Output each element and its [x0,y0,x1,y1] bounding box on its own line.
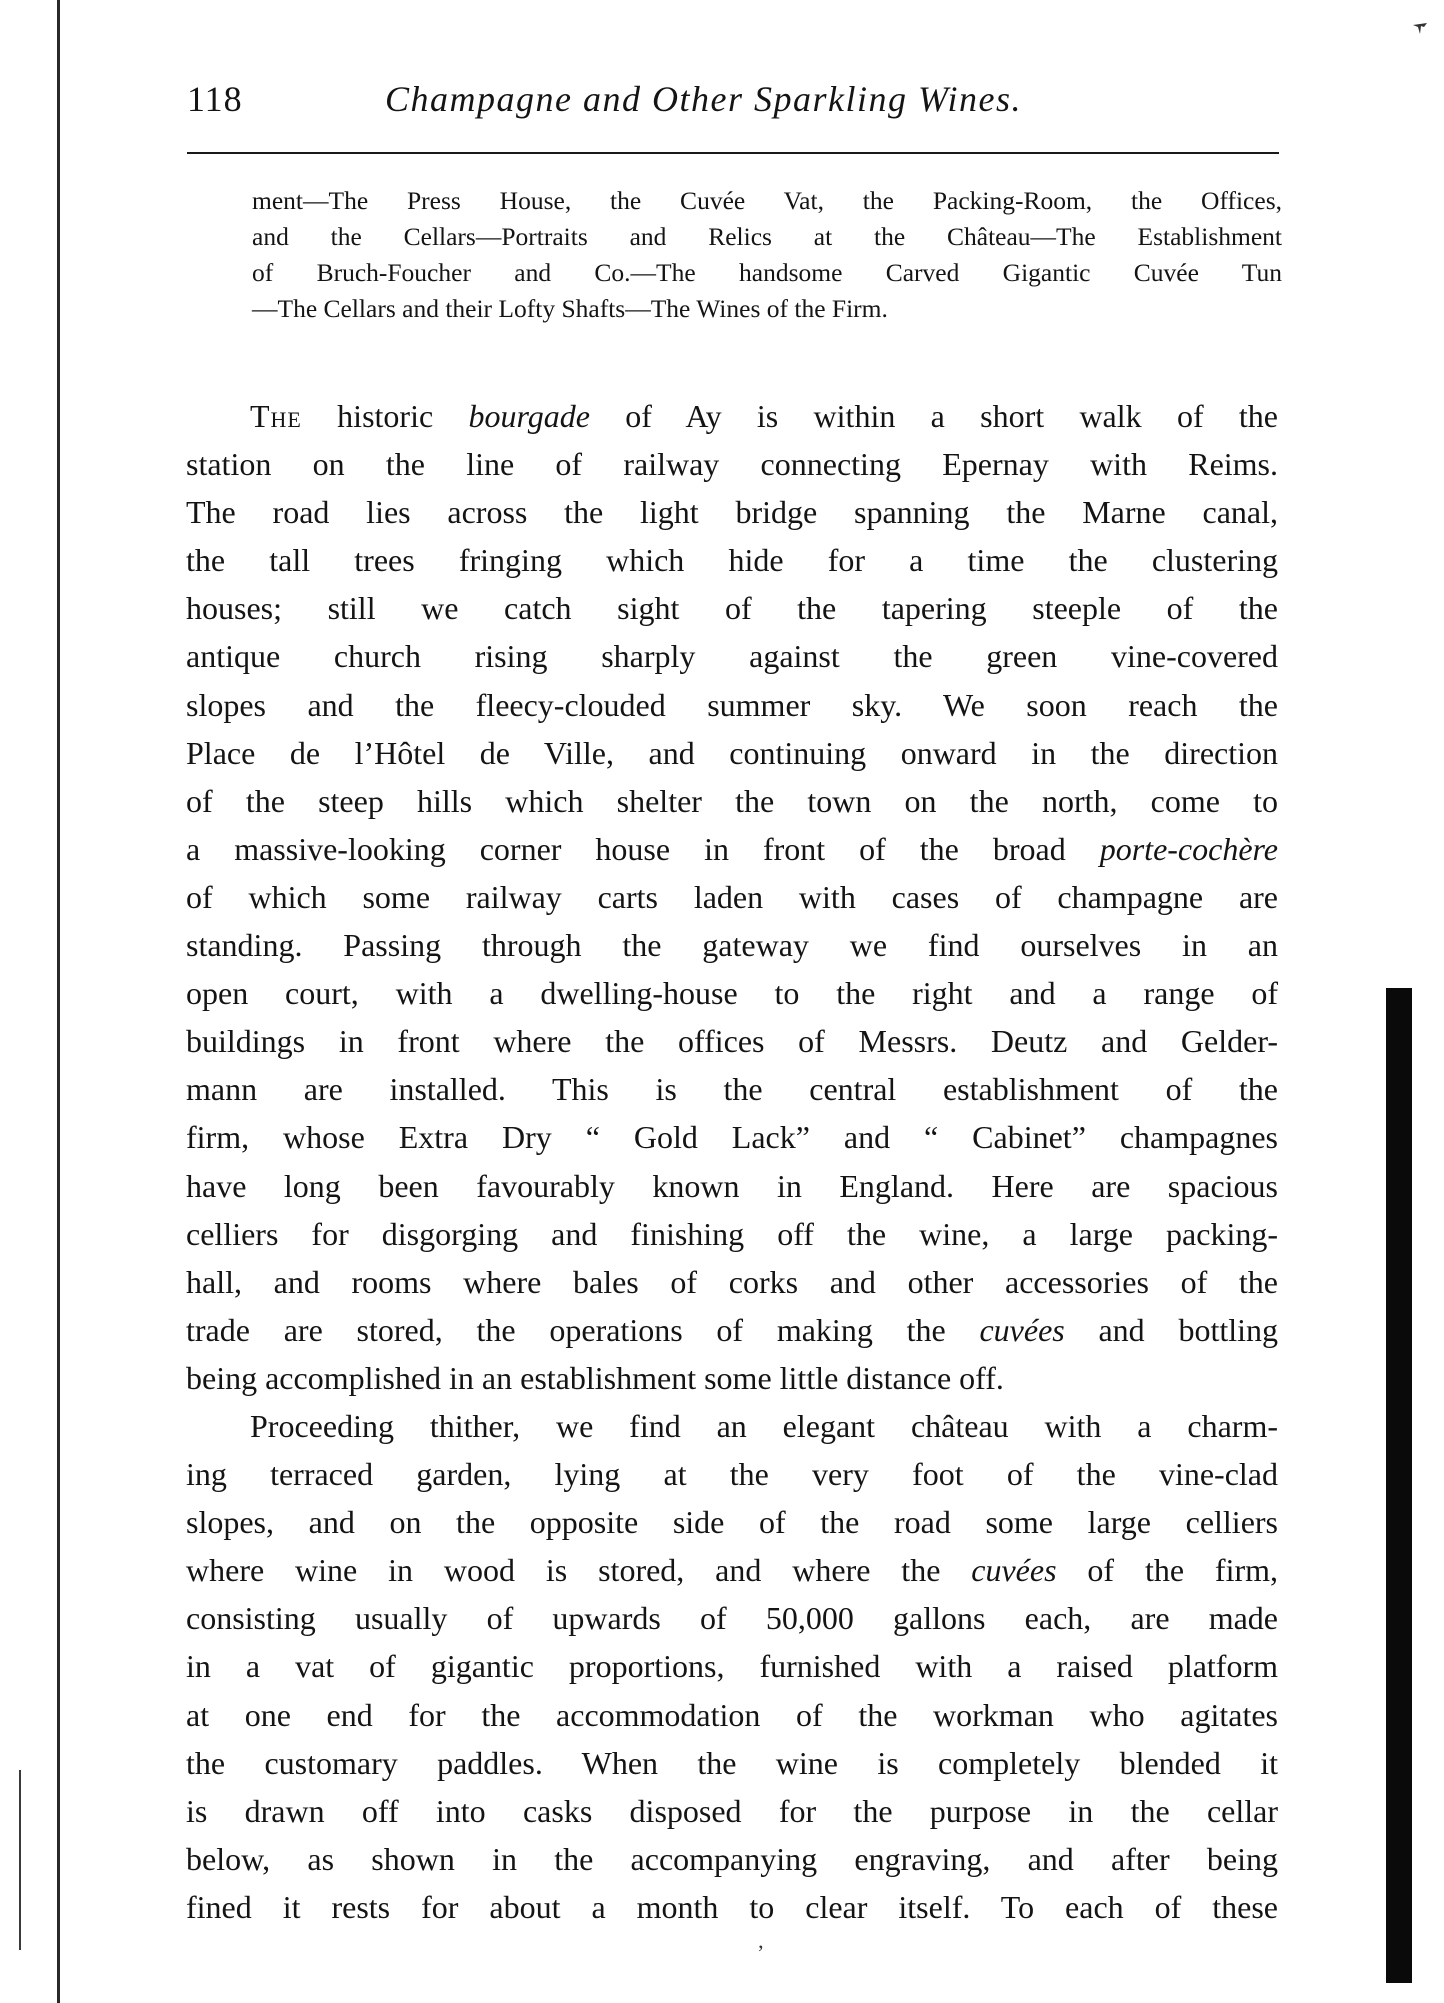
scan-speck-icon [1412,22,1428,36]
text-line: a massive-looking corner house in front of the broad porte-cochère [186,830,1278,867]
page-header [187,78,1279,138]
header-rule [187,152,1279,154]
text-line: Place de l’Hôtel de Ville, and continuing onward in the direction [186,734,1278,771]
paragraph-2 [186,1402,1278,1931]
synopsis-line: and the Cellars—Portraits and Relics at the Château—The Establishment [252,222,1282,251]
text-line: houses; still we catch sight of the tapering steeple of the [186,590,1278,627]
text-line: in a vat of gigantic proportions, furnished with a raised platform [186,1648,1278,1685]
italic-term: cuvées [979,1311,1065,1348]
text-line: Proceeding thither, we find an elegant château with a charm- [250,1407,1278,1444]
chapter-synopsis [252,183,1282,327]
paragraph-1 [186,392,1278,1402]
text-line: trade are stored, the operations of making the cuvées and bottling [186,1311,1279,1348]
text-line: below, as shown in the accompanying engraving, and after being [186,1840,1278,1877]
text-line: the customary paddles. When the wine is completely blended it [186,1744,1278,1781]
text-line: firm, whose Extra Dry “ Gold Lack” and “ Cabinet” champagnes [186,1119,1278,1156]
running-title: Champagne and Other Sparkling Wines. [385,79,1022,119]
text-line: of the steep hills which shelter the town on the north, come to [186,782,1278,819]
scan-edge-line [57,0,60,2003]
text-line: slopes, and on the opposite side of the road some large celliers [186,1504,1278,1541]
opening-small-caps: The [250,398,302,434]
text-line: slopes and the fleecy-clouded summer sky. We soon reach the [186,686,1278,723]
italic-term: bourgade [468,398,590,434]
text-line: consisting usually of upwards of 50,000 gallons each, are made [186,1600,1278,1637]
italic-term: cuvées [971,1552,1057,1589]
text-line: hall, and rooms where bales of corks and other accessories of the [186,1263,1278,1300]
text-line: antique church rising sharply against the green vine-covered [186,638,1278,675]
text-line: have long been favourably known in England. Here are spacious [186,1167,1278,1204]
text-line: the tall trees fringing which hide for a time the clustering [186,542,1278,579]
synopsis-line: —The Cellars and their Lofty Shafts—The Wines of the Firm. [252,294,888,323]
text-line: buildings in front where the offices of Messrs. Deutz and Gelder- [186,1023,1278,1060]
text-line: is drawn off into casks disposed for the purpose in the cellar [186,1792,1278,1829]
synopsis-line: of Bruch-Foucher and Co.—The handsome Carved Gigantic Cuvée Tun [252,258,1282,287]
scan-edge-line-lower [19,1770,21,1950]
text-line: The historic bourgade of Ay is within a short walk of the [250,398,1279,434]
text-line: open court, with a dwelling-house to the right and a range of [186,975,1278,1012]
text-line: ing terraced garden, lying at the very foot of the vine-clad [186,1456,1278,1493]
text-line: mann are installed. This is the central establishment of the [186,1071,1278,1108]
scan-edge-bar [1386,988,1412,1983]
text-line: at one end for the accommodation of the workman who agitates [186,1696,1278,1733]
text-line: of which some railway carts laden with cases of champagne are [186,878,1278,915]
italic-term: porte-cochère [1099,830,1278,867]
footer-mark: ’ [757,1940,765,1965]
body-text [186,392,1278,1931]
page-number: 118 [187,79,243,119]
text-line: standing. Passing through the gateway we find ourselves in an [186,927,1278,964]
text-line: being accomplished in an establishment some little distance off. [186,1359,1004,1396]
text-line: celliers for disgorging and finishing off the wine, a large packing- [186,1215,1278,1252]
text-line: The road lies across the light bridge spanning the Marne canal, [186,494,1278,531]
synopsis-line: ment—The Press House, the Cuvée Vat, the Packing-Room, the Offices, [252,186,1282,215]
text-line: where wine in wood is stored, and where the cuvées of the firm, [186,1552,1278,1589]
text-line: fined it rests for about a month to clear itself. To each of these [186,1888,1278,1925]
text-line: station on the line of railway connecting Epernay with Reims. [186,446,1278,483]
